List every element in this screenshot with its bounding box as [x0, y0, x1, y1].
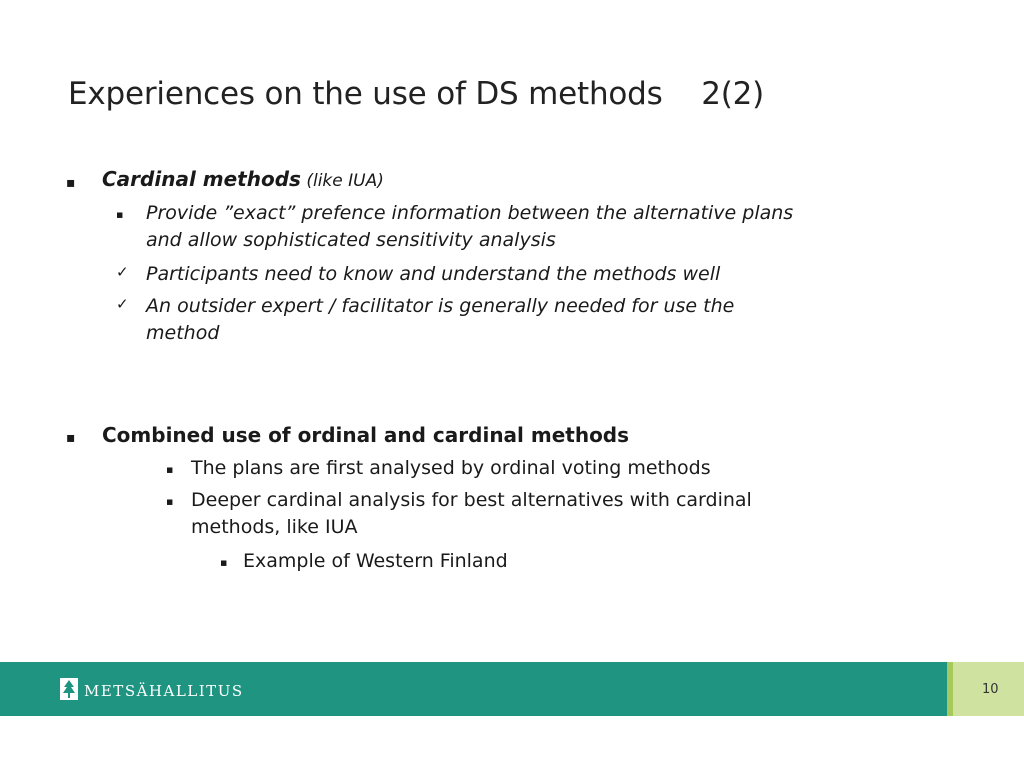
check-icon: ✓ — [116, 263, 129, 281]
section1-item-3-line1: An outsider expert / facilitator is generally needed for use the — [146, 295, 735, 317]
bullet-square: ▪ — [166, 463, 174, 476]
bullet-square: ▪ — [66, 175, 76, 191]
metsahallitus-logo — [60, 678, 244, 704]
check-icon: ✓ — [116, 295, 129, 313]
section2-item-2-line1: Deeper cardinal analysis for best alternatives with cardinal — [191, 489, 752, 511]
section1-item-2 — [146, 261, 720, 288]
section2-item-1-line1: The plans are first analysed by ordinal voting methods — [191, 457, 711, 479]
tree-icon — [60, 678, 78, 704]
logo-text: METSÄHALLITUS — [84, 682, 244, 700]
slide-title: Experiences on the use of DS methods 2(2) — [68, 76, 765, 112]
bullet-square: ▪ — [220, 556, 228, 569]
section1-heading-bold: Cardinal methods — [102, 167, 301, 191]
section1-item-1 — [146, 200, 793, 254]
section1-item-1-line2: and allow sophisticated sensitivity analysis — [146, 229, 556, 251]
section2-item-2 — [191, 487, 752, 541]
section1-item-2-line1: Participants need to know and understand the methods well — [146, 263, 721, 285]
section2-heading: Combined use of ordinal and cardinal methods — [102, 423, 630, 447]
bullet-square: ▪ — [66, 430, 76, 446]
page-number: 10 — [982, 682, 999, 697]
bullet-square: ▪ — [116, 208, 124, 221]
section1-item-3 — [146, 293, 734, 347]
section2-item-1 — [191, 455, 711, 482]
section1-heading — [102, 166, 384, 195]
section1-heading-extra: (like IUA) — [300, 171, 384, 191]
section1-item-1-line1: Provide ”exact” prefence information between the alternative plans — [146, 202, 794, 224]
section2-sub-item: Example of Western Finland — [243, 550, 508, 572]
section1-item-3-line2: method — [146, 322, 220, 344]
section2-item-2-line2: methods, like IUA — [191, 516, 358, 538]
bullet-square: ▪ — [166, 495, 174, 508]
